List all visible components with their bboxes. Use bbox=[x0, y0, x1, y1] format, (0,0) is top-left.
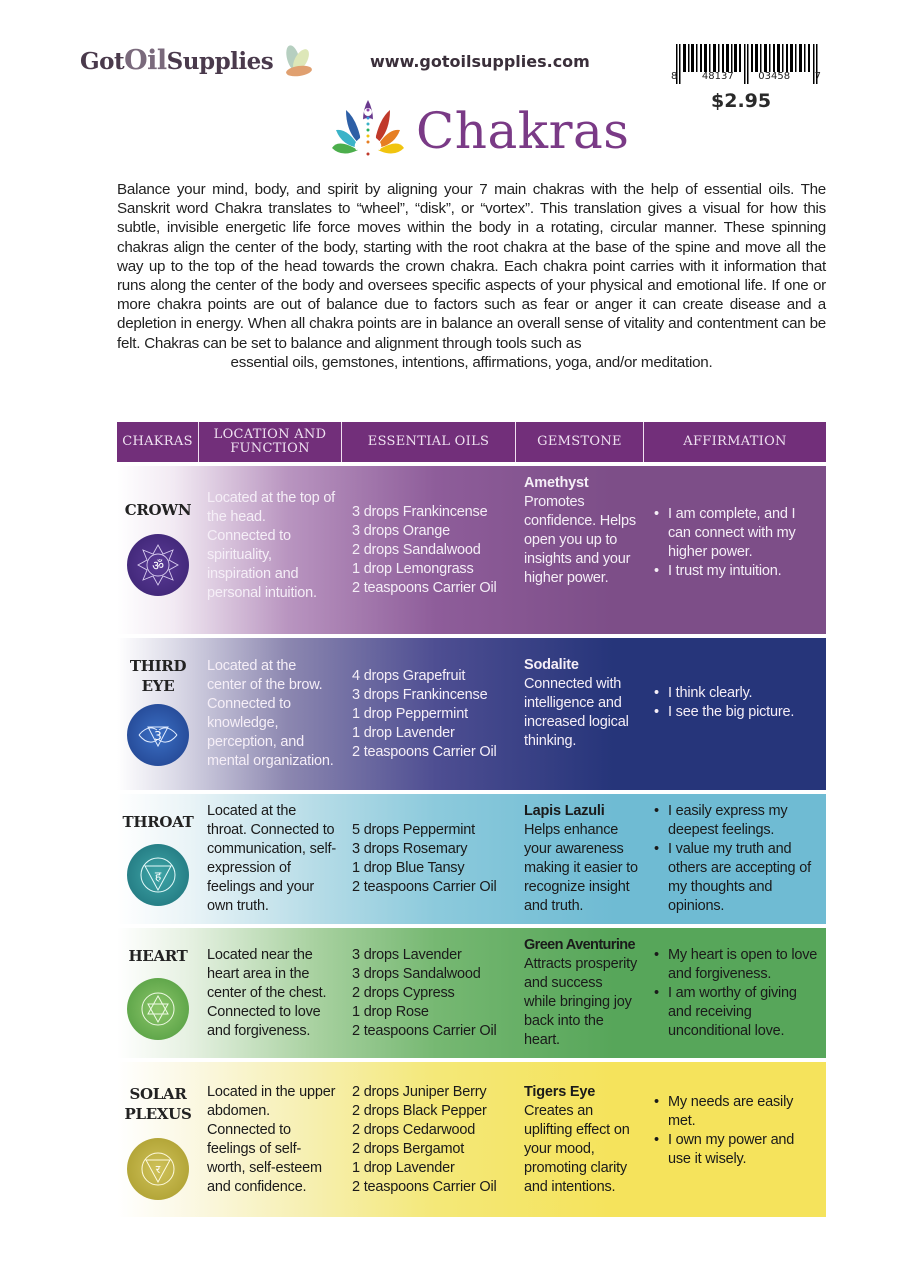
gemstone-name: Lapis Lazuli bbox=[524, 803, 605, 819]
affirmation-cell bbox=[644, 794, 826, 924]
brand-logo bbox=[80, 40, 317, 80]
location-cell: Located near the heart area in the center of the chest. Connected to love and forgiveness. bbox=[207, 946, 327, 1039]
oils-cell: 2 drops Juniper Berry 2 drops Black Pepper 2 drops Cedarwood 2 drops Bergamot 1 drop Lavender 2 teaspoons Carrier Oil bbox=[352, 1083, 497, 1195]
intro-paragraph: Balance your mind, body, and spirit by aligning your 7 main chakras with the help of essential oils. The Sanskrit word Chakra translates to “wheel”, “disk”, or “vortex”. This translation gives a visual for how this subtle, invisible energetic life force moves within the body in a rotating, circular manner. These spinning chakras align the center of the body, starting with the root chakra at the base of the spine and move all the way up to the top of the head towards the crown chakra. Each chakra point carries with it information that runs along the center of the body and oversees specific aspects of your physical and emotional life. If one or more chakra points are out of balance due to factors such as fear or anger it can create disease and a depletion in energy. When all chakra points are in balance an overall sense of vitality and contentment can be felt. Chakras can be set to balance and alignment through tools such as essential oils, gemstones, intentions, affirmations, yoga, and/or meditation. bbox=[117, 181, 826, 371]
gemstone-name: Amethyst bbox=[524, 475, 589, 491]
oils-cell: 3 drops Lavender 3 drops Sandalwood 2 drops Cypress 1 drop Rose 2 teaspoons Carrier Oil bbox=[352, 946, 497, 1039]
gemstone-description: Attracts prosperity and success while bringing joy back into the heart. bbox=[524, 956, 638, 1048]
oils-cell: 5 drops Peppermint 3 drops Rosemary 1 drop Blue Tansy 2 teaspoons Carrier Oil bbox=[352, 822, 497, 895]
leaf-icon bbox=[277, 40, 317, 80]
oils-cell: 4 drops Grapefruit 3 drops Frankincense 1 drop Peppermint 1 drop Lavender 2 teaspoons Carrier Oil bbox=[352, 667, 497, 760]
solar-plexus-chakra-icon bbox=[127, 1138, 189, 1200]
crown-chakra-icon bbox=[127, 534, 189, 596]
location-cell: Located at the center of the brow. Connected to knowledge, perception, and mental organization. bbox=[207, 658, 334, 769]
chakra-name-cell bbox=[117, 1062, 199, 1217]
chakra-name-cell bbox=[117, 794, 199, 924]
affirmation-item: • I see the big picture. bbox=[654, 704, 795, 720]
chakra-name: HEART bbox=[128, 947, 188, 965]
affirmation-item: • I am complete, and I can connect with my higher power. bbox=[654, 506, 796, 560]
lotus-meditation-icon bbox=[328, 98, 408, 164]
location-cell: Located at the top of the head. Connected to spirituality, inspiration and personal intuition. bbox=[207, 490, 336, 601]
chakra-table bbox=[117, 422, 826, 1217]
table-row-third-eye bbox=[117, 638, 826, 790]
affirmation-item: • I think clearly. bbox=[654, 685, 753, 701]
brand-name: GotOilSupplies bbox=[80, 44, 274, 76]
gemstone-name: Sodalite bbox=[524, 657, 579, 673]
gemstone-description: Helps enhance your awareness making it easier to recognize insight and truth. bbox=[524, 822, 638, 914]
affirmation-item: • My needs are easily met. bbox=[654, 1093, 794, 1129]
gemstone-cell bbox=[516, 928, 644, 1058]
gemstone-cell bbox=[516, 794, 644, 924]
svg-text:ह: ह bbox=[154, 869, 162, 883]
location-cell: Located at the throat. Connected to communication, self-expression of feelings and your own truth. bbox=[207, 803, 336, 914]
table-row-crown bbox=[117, 466, 826, 634]
gemstone-description: Connected with intelligence and increased logical thinking. bbox=[524, 676, 629, 749]
gemstone-cell bbox=[516, 1062, 644, 1217]
location-cell: Located in the upper abdomen. Connected to feelings of self-worth, self-esteem and confidence. bbox=[207, 1083, 336, 1195]
affirmation-item: • I own my power and use it wisely. bbox=[654, 1131, 795, 1167]
chakra-name: CROWN bbox=[124, 501, 192, 519]
header-gemstone: GEMSTONE bbox=[516, 422, 644, 462]
svg-text:3: 3 bbox=[154, 729, 162, 743]
affirmation-item: • I value my truth and others are accepting of my thoughts and opinions. bbox=[654, 841, 811, 914]
header-location: LOCATION AND FUNCTION bbox=[199, 422, 342, 462]
heart-chakra-icon bbox=[127, 978, 189, 1040]
svg-text:र: र bbox=[155, 1163, 161, 1176]
price: $2.95 bbox=[711, 90, 772, 112]
header-oils: ESSENTIAL OILS bbox=[342, 422, 516, 462]
affirmation-cell bbox=[644, 466, 826, 634]
chakra-name-cell bbox=[117, 638, 199, 790]
gemstone-name: Tigers Eye bbox=[524, 1083, 596, 1100]
chakra-name: THIRD EYE bbox=[129, 657, 187, 695]
chakra-name-cell bbox=[117, 928, 199, 1058]
chakra-name: SOLAR PLEXUS bbox=[124, 1085, 192, 1123]
affirmation-item: • My heart is open to love and forgiveness. bbox=[654, 946, 818, 982]
svg-text:ॐ: ॐ bbox=[152, 559, 164, 574]
gemstone-cell bbox=[516, 466, 644, 634]
gemstone-description: Promotes confidence. Helps open you up to insights and your higher power. bbox=[524, 494, 636, 586]
barcode-digits: 8 48137 03458 7 bbox=[671, 71, 821, 82]
website-url: www.gotoilsupplies.com bbox=[370, 52, 590, 71]
oils-cell: 3 drops Frankincense 3 drops Orange 2 drops Sandalwood 1 drop Lemongrass 2 teaspoons Carrier Oil bbox=[352, 503, 497, 596]
table-row-throat bbox=[117, 794, 826, 924]
gemstone-name: Green Aventurine bbox=[524, 937, 635, 953]
affirmation-item: • I trust my intuition. bbox=[654, 563, 782, 579]
page-title: Chakras bbox=[416, 102, 630, 160]
affirmation-cell bbox=[644, 638, 826, 790]
gemstone-description: Creates an uplifting effect on your mood, promoting clarity and intentions. bbox=[524, 1102, 630, 1195]
header-chakras: CHAKRAS bbox=[117, 422, 199, 462]
table-row-heart bbox=[117, 928, 826, 1058]
table-header bbox=[117, 422, 826, 462]
third-eye-chakra-icon bbox=[127, 704, 189, 766]
affirmation-item: • I easily express my deepest feelings. bbox=[654, 803, 788, 838]
chakra-name: THROAT bbox=[122, 813, 194, 831]
throat-chakra-icon bbox=[127, 844, 189, 906]
affirmation-cell bbox=[644, 1062, 826, 1217]
chakra-name-cell bbox=[117, 466, 199, 634]
title-block bbox=[328, 98, 629, 164]
gemstone-cell bbox=[516, 638, 644, 790]
table-row-solar-plexus bbox=[117, 1062, 826, 1217]
affirmation-cell bbox=[644, 928, 826, 1058]
header-affirmation: AFFIRMATION bbox=[683, 434, 787, 449]
affirmation-item: • I am worthy of giving and receiving unconditional love. bbox=[654, 984, 797, 1039]
